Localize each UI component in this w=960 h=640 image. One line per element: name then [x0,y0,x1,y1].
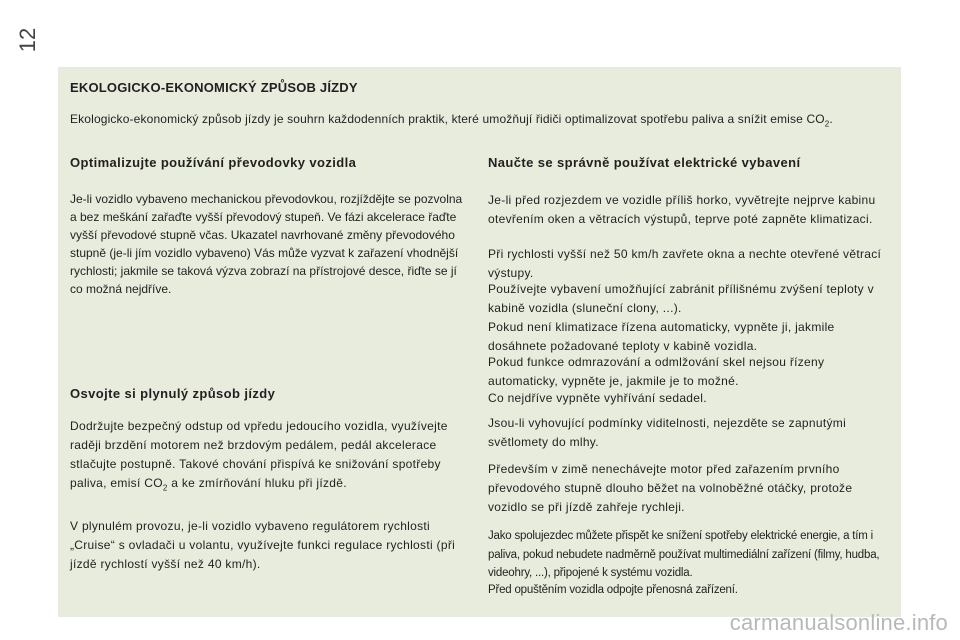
paragraph-electrical-5: Pokud funkce odmrazování a odmlžování skel nejsou řízeny automaticky, vypněte je, jakmile je to možné. [488,355,825,388]
paragraph-smooth-driving-text: Dodržujte bezpečný odstup od vpředu jedoucího vozidla, využívejte raději brzdění motorem než brzdovým pedálem, pedál akcelerace stlačujte postupně. Takové chování přispívá ke snižování spotřeby paliva, emisí CO [70,419,448,490]
heading-gearbox: Optimalizujte používání převodovky vozidla [70,155,357,170]
paragraph-smooth-driving-subscript: 2 [162,483,168,493]
paragraph-gearbox: Je-li vozidlo vybaveno mechanickou převodovkou, rozjíždějte se pozvolna a bez meškání zařaďte vyšší převodový stupeň. Ve fázi akcelerace řaďte vyšší převodové stupně včas. Ukazatel navrhované změny převodového stupně (je-li jím vozidlo vybaveno) Vás může vyzvat k zařazení vhodnější rychlosti; jakmile se taková výzva zobrazí na přístrojové desce, řiďte se jí co možná nejdříve. [70,192,463,296]
paragraph-smooth-driving [70,417,470,497]
intro-subscript: 2 [824,119,830,129]
intro-end: . [829,112,833,126]
heading-smooth-driving: Osvojte si plynulý způsob jízdy [70,386,276,401]
paragraph-electrical-10: Před opuštěním vozidla odpojte přenosná zařízení. [488,584,738,596]
paragraph-electrical-4: Pokud není klimatizace řízena automaticky, vypněte ji, jakmile dosáhnete požadované teploty v kabině vozidla. [488,320,835,353]
paragraph-smooth-driving-end: a ke zmírňování hluku při jízdě. [167,476,347,490]
page-number: 12 [15,27,40,53]
paragraph-electrical-8: Především v zimě nenechávejte motor před zařazením prvního převodového stupně dlouho běžet na volnoběžné otáčky, protože vozidlo se při jízdě zahřeje rychleji. [488,462,853,514]
heading-electrical: Naučte se správně používat elektrické vybavení [488,155,801,170]
content-panel [58,67,901,617]
paragraph-electrical-2: Při rychlosti vyšší než 50 km/h zavřete okna a nechte otevřené větrací výstupy. [488,247,882,280]
paragraph-electrical-7: Jsou-li vyhovující podmínky viditelnosti, nejezděte se zapnutými světlomety do mlhy. [488,416,847,449]
paragraph-electrical-1: Je-li před rozjezdem ve vozidle příliš horko, vyvětrejte nejprve kabinu otevřením oken a větracích výstupů, teprve poté zapněte klimatizaci. [488,193,876,226]
intro-paragraph [70,110,880,133]
intro-text: Ekologicko-ekonomický způsob jízdy je souhrn každodenních praktik, které umožňují řidiči optimalizovat spotřebu paliva a snížit emise CO [70,112,825,126]
paragraph-electrical-9: Jako spolujezdec můžete přispět ke snížení spotřeby elektrické energie, a tím i paliva, pokud nebudete nadměrně používat multimediální zařízení (filmy, hudba, videohry, ...), připojené k systému vozidla. [488,530,880,579]
page-title: EKOLOGICKO-EKONOMICKÝ ZPŮSOB JÍZDY [70,80,358,95]
paragraph-electrical-6: Co nejdříve vypněte vyhřívání sedadel. [488,391,707,405]
watermark-text: carmanualsonline.info [729,610,948,635]
paragraph-electrical-3: Používejte vybavení umožňující zabránit přílišnému zvýšení teploty v kabině vozidla (sluneční clony, ...). [488,282,874,315]
paragraph-cruise-control: V plynulém provozu, je-li vozidlo vybaveno regulátorem rychlosti „Cruise“ s ovladači u volantu, využívejte funkci regulace rychlosti (při jízdě rychlostí vyšší než 40 km/h). [70,519,456,571]
